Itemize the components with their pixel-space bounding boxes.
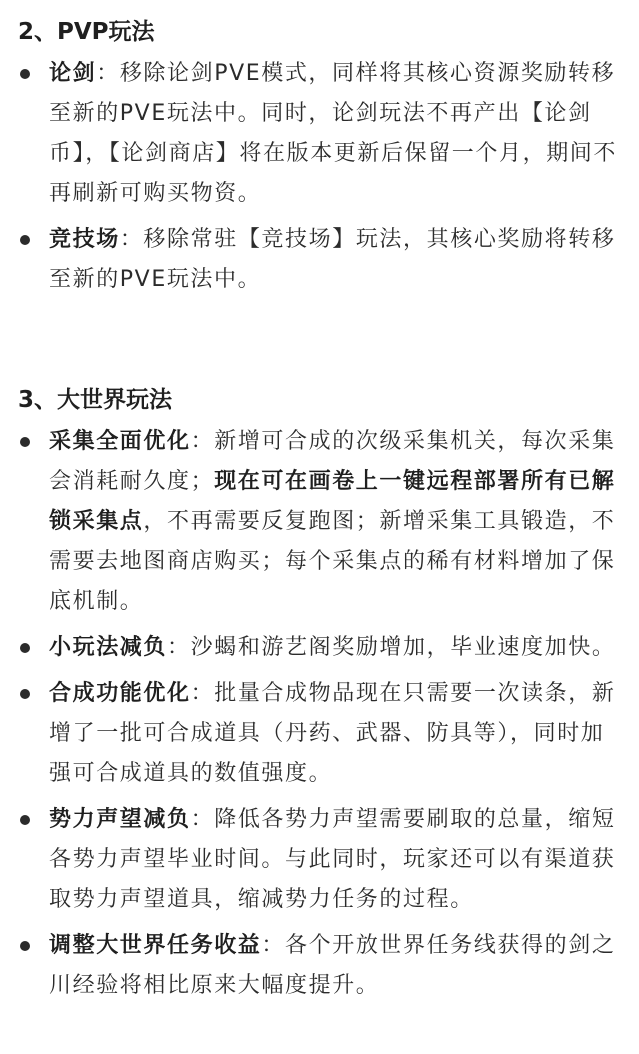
list-item-reputation xyxy=(18,800,621,920)
item-term: 采集全面优化 xyxy=(49,429,191,454)
bullet-dot-icon xyxy=(20,815,30,825)
item-text: 移除常驻【竞技场】玩法，其核心奖励将转移至新的PVE玩法中。 xyxy=(49,227,616,292)
item-separator: ： xyxy=(96,61,120,86)
bullet-dot-icon xyxy=(20,437,30,447)
item-term: 论剑 xyxy=(49,61,97,86)
item-term: 势力声望减负 xyxy=(49,807,191,832)
list-item-crafting xyxy=(18,674,621,794)
item-separator: ： xyxy=(119,227,144,252)
bullet-dot-icon xyxy=(20,235,30,245)
list-item-gathering xyxy=(18,422,621,622)
item-term: 调整大世界任务收益 xyxy=(49,933,262,958)
list-item-world-quests xyxy=(18,926,621,1006)
item-text: 批量合成物品现在只需要一次读条，新增了一批可合成道具（丹药、武器、防具等），同时加强可合成道具的数值强度。 xyxy=(49,681,616,786)
item-text-tail: ，不再需要反复跑图；新增采集工具锻造，不需要去地图商店购买；每个采集点的稀有材料增加了保底机制。 xyxy=(49,509,616,614)
item-text: 降低各势力声望需要刷取的总量，缩短各势力声望毕业时间。与此同时，玩家还可以有渠道获取势力声望道具，缩减势力任务的过程。 xyxy=(49,807,616,912)
open-world-bullet-list xyxy=(18,422,621,1006)
item-term: 竞技场 xyxy=(49,227,120,252)
item-separator: ： xyxy=(190,807,215,832)
list-item-minigames xyxy=(18,628,621,668)
item-separator: ： xyxy=(190,429,215,454)
list-item-arena xyxy=(18,220,621,300)
section-spacer xyxy=(18,306,621,378)
item-text: 各个开放世界任务线获得的剑之川经验将相比原来大幅度提升。 xyxy=(49,933,616,998)
item-separator: ： xyxy=(167,635,191,660)
item-separator: ： xyxy=(190,681,215,706)
bullet-dot-icon xyxy=(20,941,30,951)
bullet-dot-icon xyxy=(20,643,30,653)
bullet-dot-icon xyxy=(20,69,30,79)
pvp-bullet-list xyxy=(18,54,621,300)
item-term: 合成功能优化 xyxy=(49,681,191,706)
item-text: 沙蝎和游艺阁奖励增加，毕业速度加快。 xyxy=(190,635,616,660)
item-emphasis: 现在可在画卷上一键远程部署所有已解锁采集点 xyxy=(49,469,616,534)
bullet-dot-icon xyxy=(20,689,30,699)
item-text: 新增可合成的次级采集机关，每次采集会消耗耐久度； xyxy=(49,429,616,494)
list-item-lunjian xyxy=(18,54,621,214)
item-text: 移除论剑PVE模式，同样将其核心资源奖励转移至新的PVE玩法中。同时，论剑玩法不再产出【论剑币】，【论剑商店】将在版本更新后保留一个月，期间不再刷新可购买物资。 xyxy=(49,61,618,206)
item-separator: ： xyxy=(261,933,286,958)
section-heading-open-world: 3、大世界玩法 xyxy=(18,387,173,413)
item-term: 小玩法减负 xyxy=(49,635,168,660)
section-heading-pvp: 2、PVP玩法 xyxy=(18,19,155,45)
